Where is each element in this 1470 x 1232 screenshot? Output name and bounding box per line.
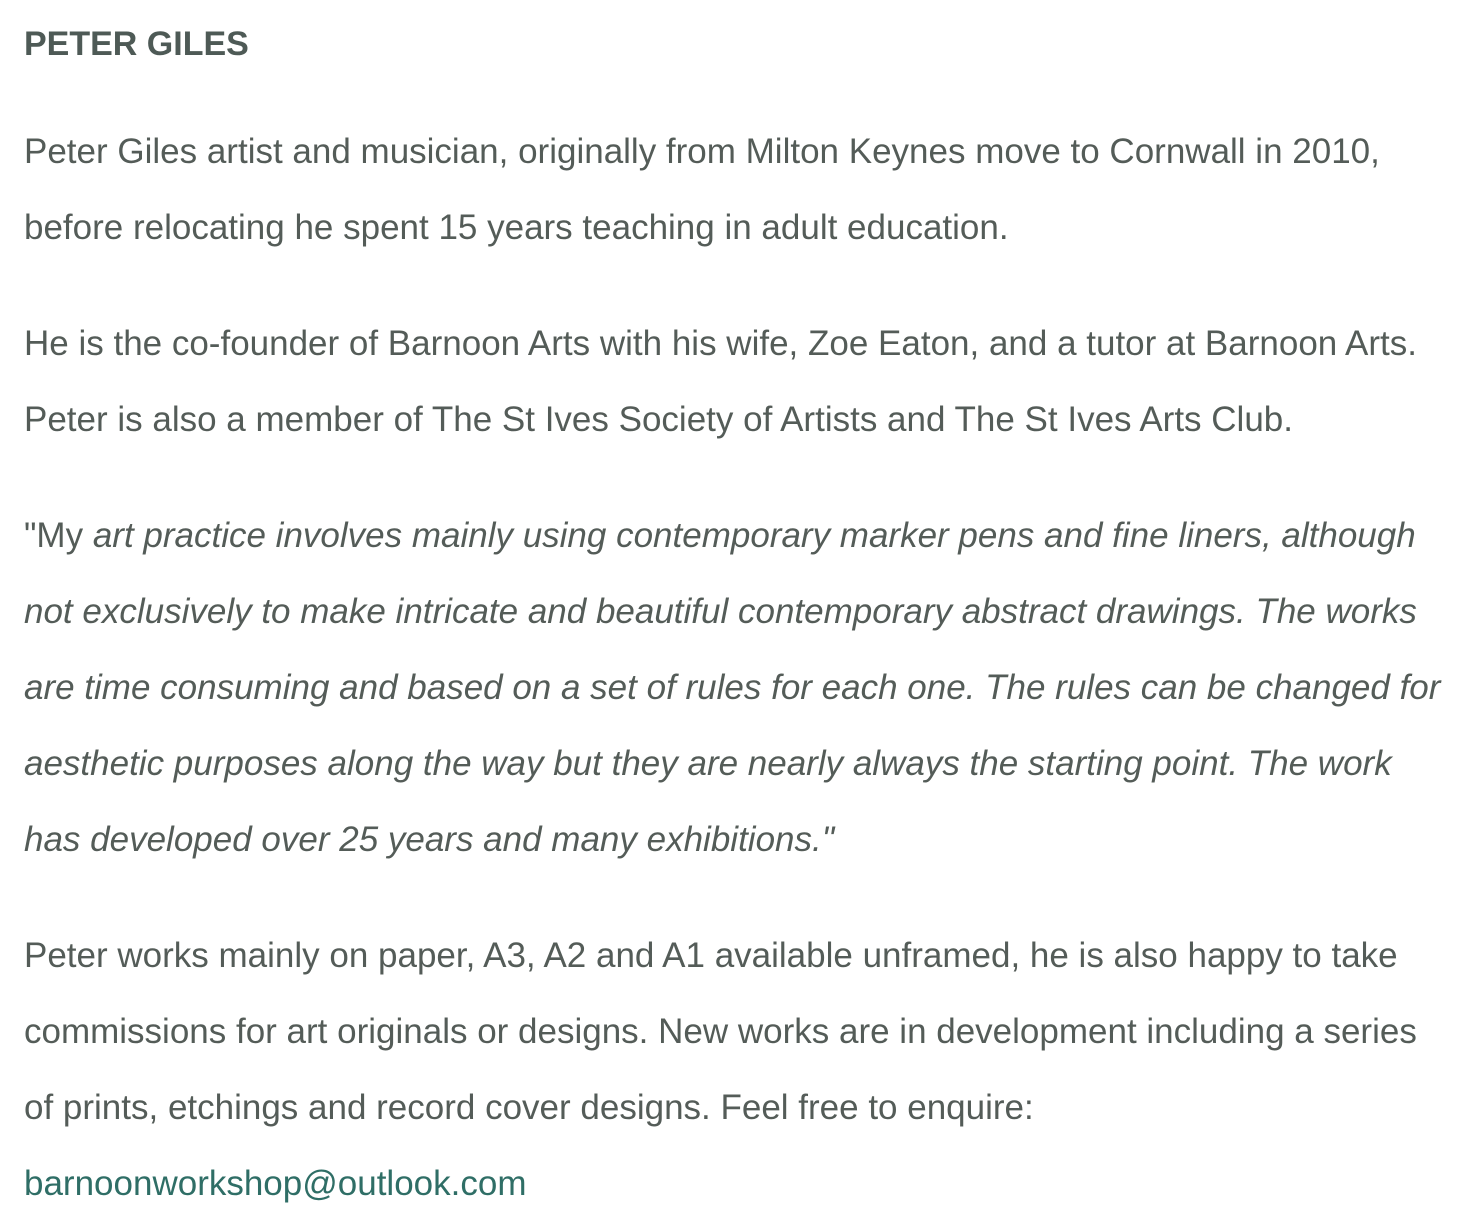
availability-paragraph: Peter works mainly on paper, A3, A2 and A1 available unframed, he is also happy to take commissions for art originals or designs. New works are in development including a series of prints, etchings and record cover designs. Feel free to enquire:: [24, 936, 1417, 1127]
artist-statement-quote: [24, 498, 1454, 878]
intro-paragraph: Peter Giles artist and musician, originally from Milton Keynes move to Cornwall in 2010, before relocating he spent 15 years teaching in adult education.: [24, 132, 1380, 247]
quote-text: art practice involves mainly using contemporary marker pens and fine liners, although not exclusively to make intricate and beautiful contemporary abstract drawings. The works are time consuming and based on a set of rules for each one. The rules can be changed for aesthetic purposes along the way but they are nearly always the starting point. The work has developed over 25 years and many exhibitions.": [24, 516, 1441, 859]
quote-opening: "My: [24, 516, 84, 555]
artist-bio: [24, 0, 1454, 1222]
page-title: PETER GILES: [24, 25, 249, 63]
contact-email-link[interactable]: barnoonworkshop@outlook.com: [24, 1164, 527, 1203]
affiliation-paragraph: He is the co-founder of Barnoon Arts with his wife, Zoe Eaton, and a tutor at Barnoon Arts. Peter is also a member of The St Ives Society of Artists and The St Ives Arts Club.: [24, 324, 1417, 439]
